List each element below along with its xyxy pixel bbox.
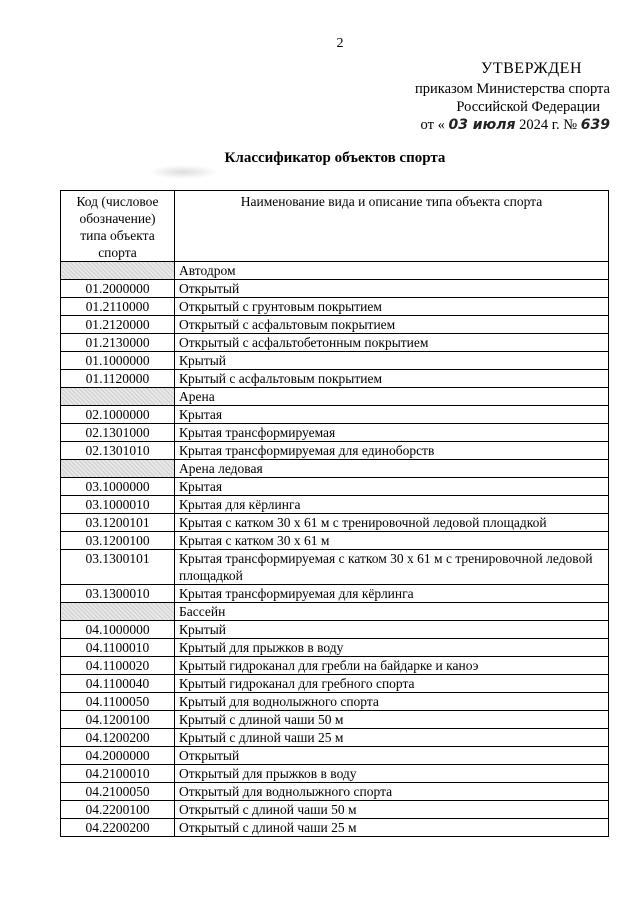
page-number: 2 <box>336 36 344 51</box>
row-name: Крытый для воднолыжного спорта <box>175 693 609 711</box>
row-name: Автодром <box>175 262 609 280</box>
row-code <box>61 460 175 478</box>
row-code: 01.2120000 <box>61 316 175 334</box>
header-code: Код (числовое обозначение) типа объекта спорта <box>61 191 175 262</box>
row-code: 02.1301000 <box>61 424 175 442</box>
approval-date-line <box>370 116 610 134</box>
approval-line-federation: Российской Федерации <box>456 99 600 115</box>
date-year: 2024 г. № <box>519 117 578 133</box>
table-row <box>61 711 609 729</box>
row-name: Крытая трансформируемая <box>175 424 609 442</box>
document-title: Классификатор объектов спорта <box>224 150 446 166</box>
row-name: Бассейн <box>175 603 609 621</box>
date-prefix: от « <box>420 117 445 133</box>
table-row <box>61 729 609 747</box>
row-name: Крытый <box>175 621 609 639</box>
row-name: Крытая <box>175 478 609 496</box>
row-name: Крытый с асфальтовым покрытием <box>175 370 609 388</box>
row-code: 04.1100020 <box>61 657 175 675</box>
row-name: Крытый <box>175 352 609 370</box>
row-code: 02.1000000 <box>61 406 175 424</box>
table-row <box>61 765 609 783</box>
row-code: 03.1300010 <box>61 585 175 603</box>
row-name: Открытый для воднолыжного спорта <box>175 783 609 801</box>
table-group-row <box>61 460 609 478</box>
table-row <box>61 747 609 765</box>
table-row <box>61 532 609 550</box>
row-name: Крытая трансформируемая для кёрлинга <box>175 585 609 603</box>
row-name: Открытый <box>175 747 609 765</box>
row-code: 01.1120000 <box>61 370 175 388</box>
table-row <box>61 406 609 424</box>
row-code: 04.2100010 <box>61 765 175 783</box>
row-code <box>61 262 175 280</box>
classifier-table <box>60 190 609 837</box>
row-name: Крытый гидроканал для гребли на байдарке и каноэ <box>175 657 609 675</box>
table-row <box>61 424 609 442</box>
approval-block <box>370 60 610 134</box>
row-name: Открытый с асфальтовым покрытием <box>175 316 609 334</box>
table-row <box>61 370 609 388</box>
table-row <box>61 585 609 603</box>
table-row <box>61 783 609 801</box>
handwritten-number: 639 <box>580 117 610 133</box>
row-name: Крытый с длиной чаши 25 м <box>175 729 609 747</box>
row-name: Крытая трансформируемая с катком 30 х 61 м с тренировочной ледовой площадкой <box>175 550 609 585</box>
table-group-row <box>61 603 609 621</box>
table-row <box>61 550 609 585</box>
row-code: 01.1000000 <box>61 352 175 370</box>
approval-line-ministry: приказом Министерства спорта <box>414 81 610 97</box>
row-name: Открытый <box>175 280 609 298</box>
row-name: Открытый с длиной чаши 25 м <box>175 819 609 837</box>
row-code: 03.1200100 <box>61 532 175 550</box>
table-row <box>61 298 609 316</box>
row-code: 02.1301010 <box>61 442 175 460</box>
row-code: 04.2200200 <box>61 819 175 837</box>
row-name: Крытая с катком 30 х 61 м с тренировочной ледовой площадкой <box>175 514 609 532</box>
row-code: 04.1100010 <box>61 639 175 657</box>
table-row <box>61 442 609 460</box>
row-name: Крытый гидроканал для гребного спорта <box>175 675 609 693</box>
header-name: Наименование вида и описание типа объекта спорта <box>175 191 609 262</box>
table-row <box>61 514 609 532</box>
row-code: 04.1000000 <box>61 621 175 639</box>
row-code: 04.1100050 <box>61 693 175 711</box>
table-row <box>61 280 609 298</box>
table-row <box>61 334 609 352</box>
table-row <box>61 621 609 639</box>
row-code <box>61 603 175 621</box>
table-row <box>61 352 609 370</box>
table-header-row <box>61 191 609 262</box>
table-row <box>61 801 609 819</box>
row-code <box>61 388 175 406</box>
row-code: 04.1100040 <box>61 675 175 693</box>
row-name: Арена ледовая <box>175 460 609 478</box>
scan-smudge <box>148 165 218 179</box>
table-row <box>61 478 609 496</box>
row-name: Крытый для прыжков в воду <box>175 639 609 657</box>
row-code: 01.2110000 <box>61 298 175 316</box>
row-code: 04.2100050 <box>61 783 175 801</box>
row-code: 03.1000010 <box>61 496 175 514</box>
table-row <box>61 496 609 514</box>
row-code: 01.2000000 <box>61 280 175 298</box>
table-body <box>61 262 609 837</box>
table-row <box>61 675 609 693</box>
row-name: Крытая трансформируемая для единоборств <box>175 442 609 460</box>
row-code: 03.1300101 <box>61 550 175 585</box>
row-name: Открытый с асфальтобетонным покрытием <box>175 334 609 352</box>
table-row <box>61 657 609 675</box>
row-name: Открытый с грунтовым покрытием <box>175 298 609 316</box>
row-code: 01.2130000 <box>61 334 175 352</box>
table-group-row <box>61 388 609 406</box>
handwritten-date: 03 июля <box>448 117 516 133</box>
row-code: 04.2000000 <box>61 747 175 765</box>
table-row <box>61 316 609 334</box>
row-name: Открытый для прыжков в воду <box>175 765 609 783</box>
row-name: Арена <box>175 388 609 406</box>
approval-heading: УТВЕРЖДЕН <box>481 60 582 77</box>
row-name: Открытый с длиной чаши 50 м <box>175 801 609 819</box>
row-code: 04.1200200 <box>61 729 175 747</box>
row-code: 03.1200101 <box>61 514 175 532</box>
row-name: Крытая с катком 30 х 61 м <box>175 532 609 550</box>
row-name: Крытый с длиной чаши 50 м <box>175 711 609 729</box>
table-group-row <box>61 262 609 280</box>
row-code: 04.2200100 <box>61 801 175 819</box>
row-name: Крытая <box>175 406 609 424</box>
table-row <box>61 639 609 657</box>
row-name: Крытая для кёрлинга <box>175 496 609 514</box>
row-code: 04.1200100 <box>61 711 175 729</box>
row-code: 03.1000000 <box>61 478 175 496</box>
table-row <box>61 819 609 837</box>
table-row <box>61 693 609 711</box>
